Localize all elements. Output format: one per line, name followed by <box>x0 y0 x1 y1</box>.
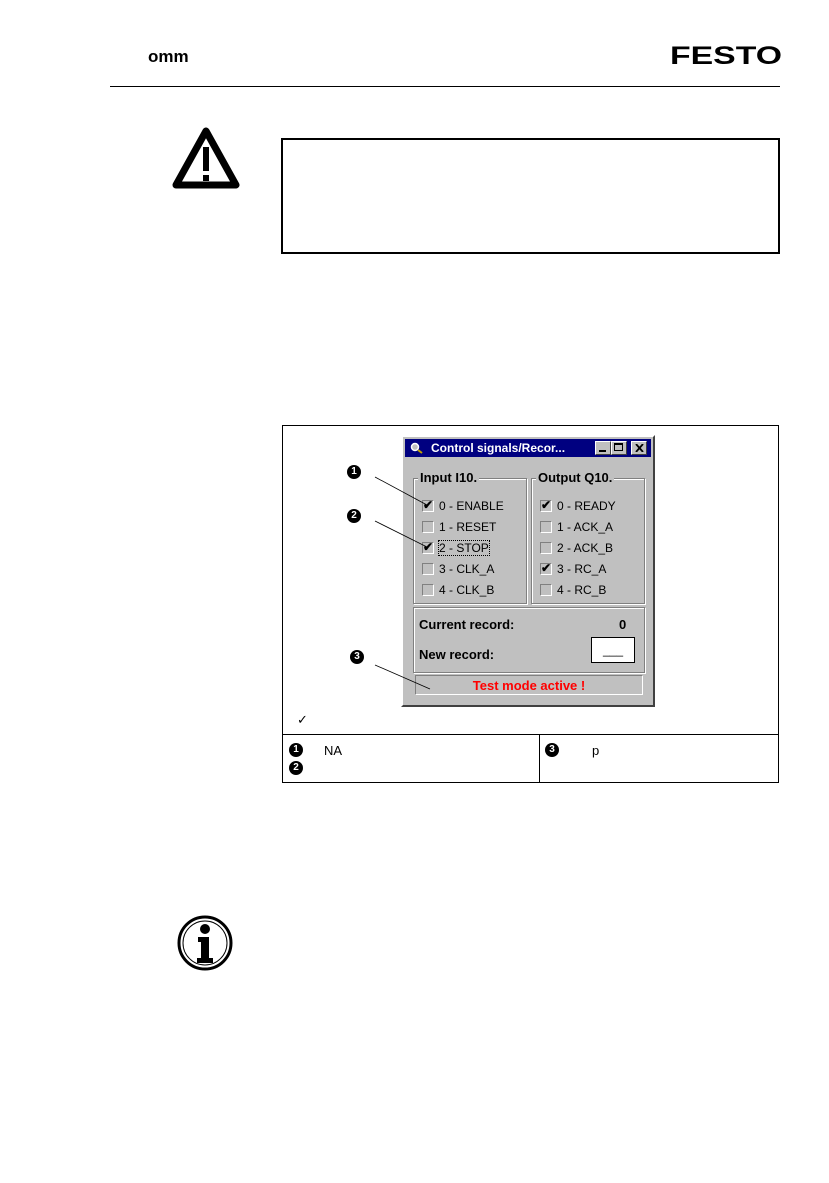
output-ready-label: 0 - READY <box>557 499 616 513</box>
callout-3: 3 <box>350 650 364 664</box>
output-ack-a-label: 1 - ACK_A <box>557 520 614 534</box>
dialog-title: Control signals/Recor... <box>431 441 566 455</box>
warning-triangle-icon <box>172 127 240 191</box>
status-bar: Test mode active ! <box>415 675 643 695</box>
legend-callout-3: 3 <box>545 743 559 757</box>
legend-divider <box>539 734 540 783</box>
legend-3-text: p <box>592 743 600 758</box>
header-rule <box>110 86 780 87</box>
header-title: omm <box>148 47 189 66</box>
input-clk-a-label: 3 - CLK_A <box>439 562 495 576</box>
current-record-value: 0 <box>619 617 627 632</box>
output-ack-b-label: 2 - ACK_B <box>557 541 614 555</box>
input-clk-b-label: 4 - CLK_B <box>439 583 495 597</box>
output-rc-b-label: 4 - RC_B <box>557 583 607 597</box>
callout-2: 2 <box>347 509 361 523</box>
check-icon: ✔ <box>541 561 552 575</box>
legend-callout-1: 1 <box>289 743 303 757</box>
input-enable-label: 0 - ENABLE <box>439 499 504 513</box>
legend-separator <box>282 734 779 735</box>
festo-logo <box>670 42 782 68</box>
check-icon: ✔ <box>423 540 434 554</box>
check-icon: ✔ <box>541 498 552 512</box>
output-group-title: Output Q10. <box>538 470 613 485</box>
new-record-label: New record: <box>419 647 495 662</box>
svg-text:FESTO: FESTO <box>670 42 782 68</box>
input-stop-label: 2 - STOP <box>439 541 489 555</box>
legend-callout-2: 2 <box>289 761 303 775</box>
legend-1-text: NA <box>324 743 343 758</box>
current-record-label: Current record: <box>419 617 515 632</box>
output-rc-a-label: 3 - RC_A <box>557 562 607 576</box>
input-group-title: Input I10. <box>420 470 478 485</box>
check-icon: ✔ <box>423 498 434 512</box>
input-reset-label: 1 - RESET <box>439 520 497 534</box>
warning-box <box>281 138 780 254</box>
check-note: ✓ <box>297 712 308 727</box>
new-record-input[interactable]: ___ <box>591 637 635 663</box>
callout-1: 1 <box>347 465 361 479</box>
info-icon <box>176 914 234 972</box>
